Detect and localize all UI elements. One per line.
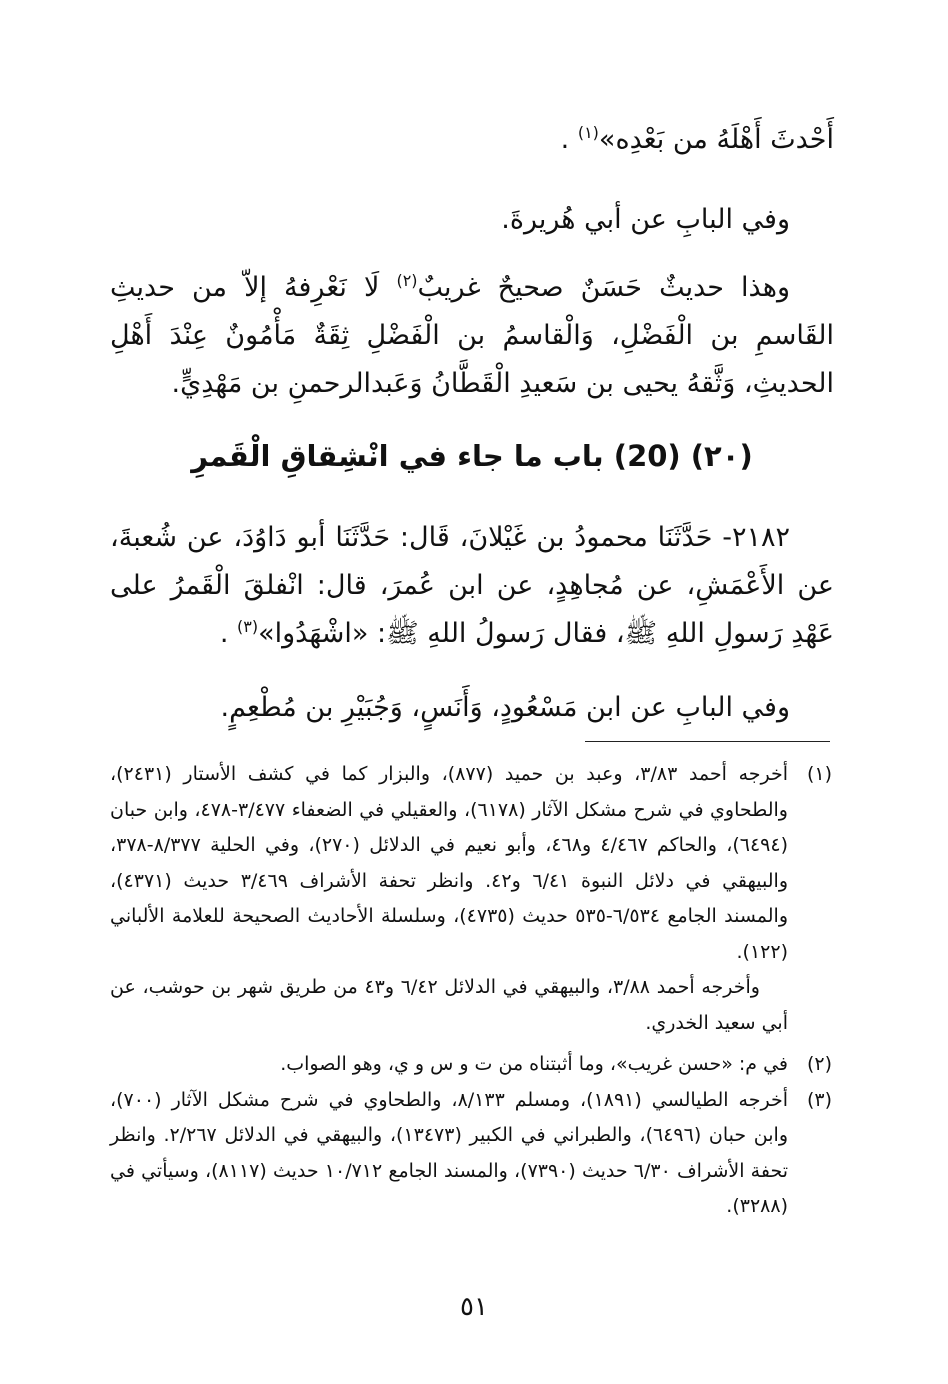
footnote-text: أخرجه الطيالسي (١٨٩١)، ومسلم ٨/١٣٣، والطحاوي في شرح مشكل الآثار (٧٠٠)، وابن حبان (٦٤٩٦)، والطبراني في الكبير (١٣٤٧٣)، والبيهقي في الدلائل ٢/٢٦٧. وانظر تحفة الأشراف ٦/٣٠ حديث (٧٣٩٠)، والمسند الجامع ١٠/٧١٢ حديث (٨١١٧)، وسيأتي في (٣٢٨٨). <box>110 1088 789 1217</box>
grading-start: وهذا حديثٌ حَسَنٌ صحيحٌ غريبٌ <box>417 272 790 303</box>
footnote-text: في م: «حسن غريب»، وما أثبتناه من ت و س و ي، وهو الصواب. <box>280 1053 788 1075</box>
footnote-1 <box>110 757 832 970</box>
grading-text <box>110 264 834 408</box>
footnote-ref-3: (٣) <box>237 617 259 636</box>
continuation-text: أَحْدثَ أَهْلَهُ من بَعْدِه» <box>598 124 834 155</box>
continuation-end: . <box>560 124 578 155</box>
footnote-number: (١) <box>806 763 832 785</box>
bab-line-2: وفي البابِ عن ابن مَسْعُودٍ، وَأَنَسٍ، وَجُبَيْرِ بن مُطْعِمٍ. <box>220 692 790 723</box>
footnote-ref-2: (٢) <box>396 271 418 290</box>
footnote-2 <box>110 1047 832 1083</box>
footnote-number: (٢) <box>806 1053 832 1075</box>
footnote-separator <box>585 741 830 742</box>
grading-rest: لَا نَعْرِفهُ إلاّ من حديثِ القَاسمِ بن الْفَضْلِ، وَالْقاسمُ بن الْفَضْلِ ثِقَةٌ مَأْمُونٌ عِنْدَ أَهْلِ الحديثِ، وَثَّقهُ يحيى بن سَعيدِ الْقَطَّانُ وَعَبدالرحمنِ بن مَهْدِيٍّ. <box>110 272 834 399</box>
hadith-end: . <box>219 618 237 649</box>
chapter-heading: (٢٠) (20) باب ما جاء في انْشِقاقِ الْقَمرِ <box>191 439 753 473</box>
footnote-ref-1: (١) <box>577 123 599 142</box>
hasan-sahih-paragraph <box>110 264 834 408</box>
bab-abu-hurayra <box>110 196 834 244</box>
bab-line: وفي البابِ عن أبي هُريرةَ. <box>501 204 790 235</box>
continuation-line <box>110 116 834 164</box>
footnote-3 <box>110 1083 832 1225</box>
footnotes <box>110 757 832 1225</box>
footnote-number: (٣) <box>806 1088 832 1111</box>
hadith-2182 <box>110 514 834 658</box>
hadith-body: ٢١٨٢- حَدَّثَنَا محمودُ بن غَيْلانَ، قَال: حَدَّثَنَا أبو دَاوُدَ، عن شُعبةَ، عن الأَعْمَشِ، عن مُجاهِدٍ، عن ابن عُمرَ، قال: انْفلقَ الْقَمرُ على عَهْدِ رَسولِ اللهِ ﷺ، فقال رَسولُ اللهِ ﷺ: «اشْهَدُوا» <box>110 522 834 649</box>
page-number: ٥١ <box>460 1292 488 1322</box>
footnote-text: أخرجه أحمد ٣/٨٣، وعبد بن حميد (٨٧٧)، والبزار كما في كشف الأستار (٢٤٣١)، والطحاوي في شرح مشكل الآثار (٦١٧٨)، والعقيلي في الضعفاء ٣/٤٧٧-٤٧٨، وابن حبان (٦٤٩٤)، والحاكم ٤/٤٦٧ و٤٦٨، وأبو نعيم في الدلائل (٢٧٠)، وفي الحلية ٨/٣٧٧-٣٧٨، والبيهقي في دلائل النبوة ٦/٤١ و٤٢. وانظر تحفة الأشراف ٣/٤٦٩ حديث (٤٣٧١)، والمسند الجامع ٦/٥٣٤-٥٣٥ حديث (٤٧٣٥)، وسلسلة الأحاديث الصحيحة للعلامة الألباني (١٢٢). <box>110 763 789 963</box>
hadith-text <box>110 514 834 658</box>
main-text <box>110 116 834 164</box>
bab-ibn-masud <box>110 684 834 732</box>
footnote-1-continuation: وأخرجه أحمد ٣/٨٨، والبيهقي في الدلائل ٦/٤٢ و٤٣ من طريق شهر بن حوشب، عن أبي سعيد الخدري. <box>110 976 788 1034</box>
